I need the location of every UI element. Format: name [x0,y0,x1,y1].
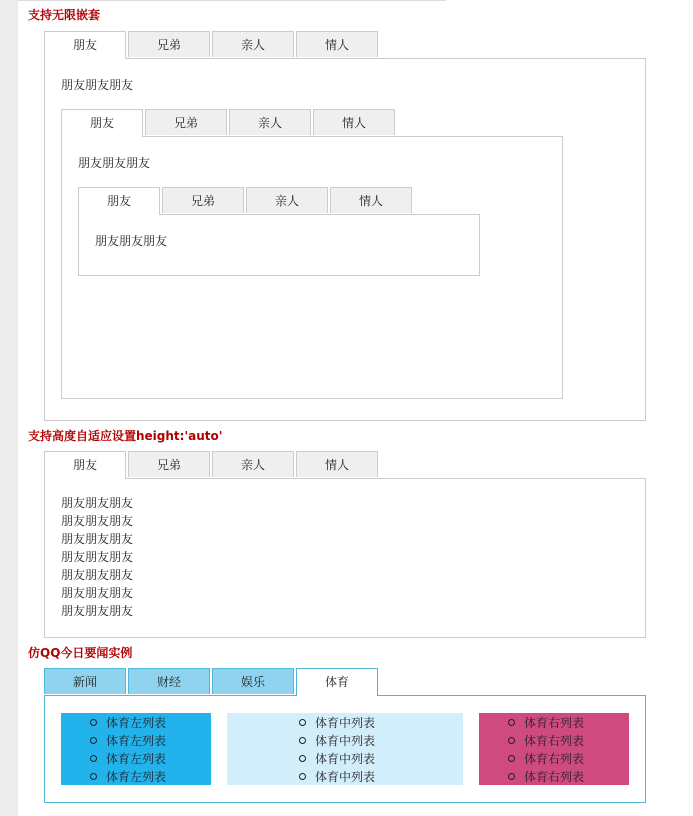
top-divider [18,0,446,1]
circle-bullet-icon [90,737,97,744]
tab-friend[interactable]: 朋友 [78,187,160,215]
circle-bullet-icon [90,719,97,726]
tab-panel-qq-news [44,695,646,803]
list-item[interactable]: 体育右列表 [508,750,629,768]
right-list-block [479,713,629,785]
tab-lover[interactable]: 情人 [296,451,378,477]
panel-line: 朋友朋友朋友 [61,532,134,546]
tab-friend[interactable]: 朋友 [44,31,126,59]
panel-line: 朋友朋友朋友 [61,604,134,618]
tab-panel-auto-height [44,478,646,638]
list-item[interactable]: 体育右列表 [508,714,629,732]
circle-bullet-icon [508,773,515,780]
tab-friend[interactable]: 朋友 [61,109,143,137]
panel-line: 朋友朋友朋友 [61,550,134,564]
circle-bullet-icon [299,755,306,762]
list-item[interactable]: 体育左列表 [90,750,211,768]
tab-relative[interactable]: 亲人 [229,109,311,135]
tab-relative[interactable]: 亲人 [212,451,294,477]
list-item[interactable]: 体育中列表 [299,768,463,786]
tab-brother[interactable]: 兄弟 [145,109,227,135]
list-item[interactable]: 体育中列表 [299,750,463,768]
list-item[interactable]: 体育中列表 [299,732,463,750]
panel-line: 朋友朋友朋友 [61,514,134,528]
tab-lover[interactable]: 情人 [313,109,395,135]
middle-list-block [227,713,463,785]
circle-bullet-icon [299,737,306,744]
panel-text: 朋友朋友朋友 [95,234,168,248]
list-item[interactable]: 体育中列表 [299,714,463,732]
panel-line: 朋友朋友朋友 [61,586,134,600]
tab-panel-level3 [78,214,480,276]
circle-bullet-icon [508,755,515,762]
panel-line: 朋友朋友朋友 [61,496,134,510]
left-list-block [61,713,211,785]
list-item[interactable]: 体育左列表 [90,768,211,786]
tab-lover[interactable]: 情人 [296,31,378,57]
circle-bullet-icon [299,773,306,780]
panel-text: 朋友朋友朋友 [61,78,134,92]
list-item[interactable]: 体育左列表 [90,714,211,732]
circle-bullet-icon [299,719,306,726]
circle-bullet-icon [90,773,97,780]
tab-sports[interactable]: 体育 [296,668,378,696]
section-title-qq-news: 仿QQ今日要闻实例 [28,646,133,660]
tab-relative[interactable]: 亲人 [212,31,294,57]
left-gutter [0,0,18,816]
list-item[interactable]: 体育左列表 [90,732,211,750]
tab-relative[interactable]: 亲人 [246,187,328,213]
tab-news[interactable]: 新闻 [44,668,126,694]
list-item[interactable]: 体育右列表 [508,732,629,750]
tab-finance[interactable]: 财经 [128,668,210,694]
panel-line: 朋友朋友朋友 [61,568,134,582]
tab-brother[interactable]: 兄弟 [162,187,244,213]
circle-bullet-icon [508,719,515,726]
panel-text: 朋友朋友朋友 [78,156,151,170]
tab-entertainment[interactable]: 娱乐 [212,668,294,694]
tab-brother[interactable]: 兄弟 [128,451,210,477]
circle-bullet-icon [90,755,97,762]
tab-friend[interactable]: 朋友 [44,451,126,479]
tab-brother[interactable]: 兄弟 [128,31,210,57]
tab-lover[interactable]: 情人 [330,187,412,213]
list-item[interactable]: 体育右列表 [508,768,629,786]
section-title-auto-height: 支持高度自适应设置height:'auto' [28,429,223,443]
section-title-nested: 支持无限嵌套 [28,8,101,22]
circle-bullet-icon [508,737,515,744]
